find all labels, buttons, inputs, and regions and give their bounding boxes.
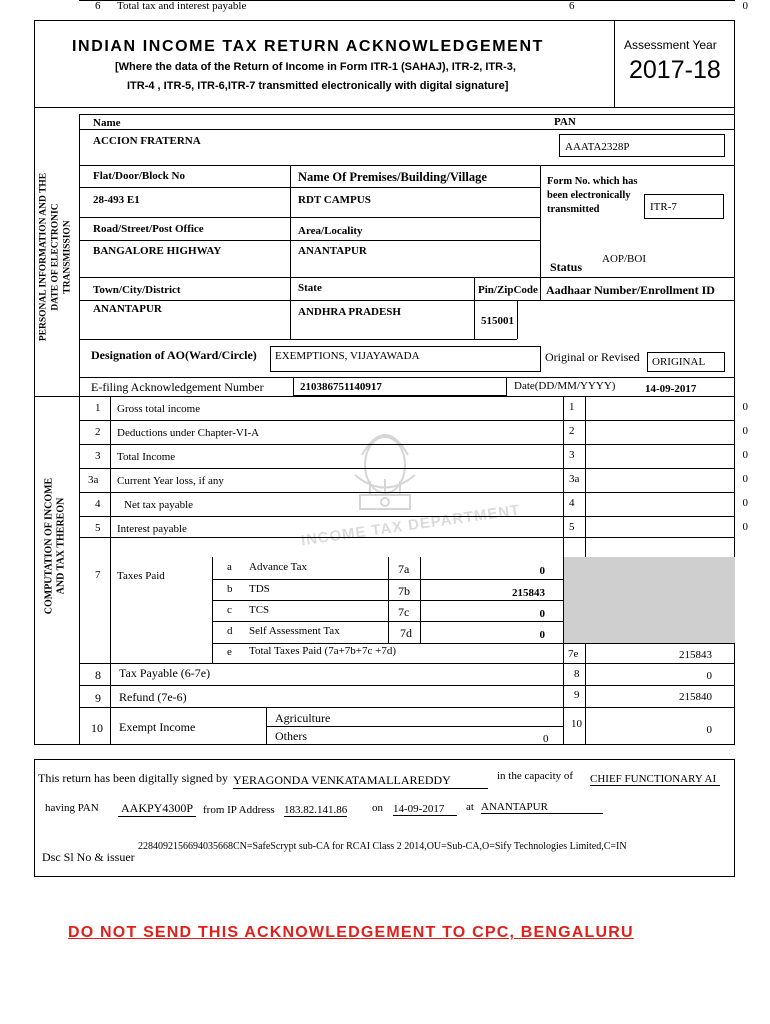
form-subtitle-line2: ITR-4 , ITR-5, ITR-6,ITR-7 transmitted electronically with digital signature]: [127, 80, 509, 92]
row-6-value: 0: [742, 0, 748, 12]
row8-ref: 8: [574, 668, 580, 680]
row7e-value: 215843: [679, 649, 712, 661]
status-value: AOP/BOI: [602, 253, 647, 265]
row7e-ref: 7e: [568, 648, 579, 660]
row-4-label: Net tax payable: [124, 499, 194, 511]
row7e-letter: e: [227, 646, 232, 658]
orig-label: Original or Revised: [545, 350, 640, 364]
row10-ref: 10: [571, 718, 582, 730]
row-5-ref: 5: [569, 521, 575, 533]
row10-inner-value: 0: [543, 733, 549, 745]
row-4-num: 4: [95, 498, 101, 510]
row7a-value: 0: [539, 565, 545, 577]
form-no-label: Form No. which has been electronically transmitted: [547, 176, 638, 215]
pan-label: PAN: [554, 116, 576, 128]
pin-label: Pin/ZipCode: [478, 284, 538, 296]
aadhaar-label: Aadhaar Number/Enrollment ID: [546, 283, 715, 297]
having-pan-label: having PAN: [45, 802, 99, 814]
at-label: at: [466, 801, 474, 813]
town-value: ANANTAPUR: [93, 303, 162, 315]
row10-label: Exempt Income: [119, 720, 196, 734]
row9-label: Refund (7e-6): [119, 690, 187, 704]
form-title: INDIAN INCOME TAX RETURN ACKNOWLEDGEMENT: [72, 38, 544, 55]
area-label: Area/Locality: [298, 225, 363, 237]
road-label: Road/Street/Post Office: [93, 223, 204, 235]
row7a-ref: 7a: [398, 562, 410, 576]
taxpayer-pan: AAATA2328P: [565, 141, 630, 153]
row-6-ref: 6: [569, 0, 575, 12]
row9-ref: 9: [574, 689, 580, 701]
state-label: State: [298, 282, 322, 294]
signer-pan: AAKPY4300P: [118, 801, 196, 817]
row-1-num: 1: [95, 402, 101, 414]
row7-num: 7: [95, 569, 101, 581]
row-2-label: Deductions under Chapter-VI-A: [117, 427, 260, 439]
row-1-value: 0: [742, 401, 748, 413]
date-value: 14-09-2017: [645, 383, 697, 395]
watermark-text: INCOME TAX DEPARTMENT: [299, 501, 522, 550]
row8-num: 8: [95, 668, 101, 682]
status-label: Status: [550, 260, 583, 274]
ao-value: EXEMPTIONS, VIJAYAWADA: [275, 350, 420, 362]
efiling-value: 210386751140917: [300, 381, 382, 393]
row-5-num: 5: [95, 522, 101, 534]
row10-value: 0: [706, 724, 712, 736]
dsc-value: 2284092156694035668CN=SafeScrypt sub-CA for RCAI Class 2 2014,OU=Sub-CA,O=Sify Technologies Limited,C=IN: [138, 841, 627, 852]
ip-label: from IP Address: [203, 804, 275, 816]
row9-num: 9: [95, 691, 101, 705]
row-4-ref: 4: [569, 497, 575, 509]
row10-agri-label: Agriculture: [275, 711, 331, 725]
row7e-label: Total Taxes Paid (7a+7b+7c +7d): [249, 645, 397, 657]
row-6-num: 6: [95, 0, 101, 12]
pin-value: 515001: [481, 315, 514, 327]
row7c-ref: 7c: [398, 605, 410, 619]
row-3-ref: 3: [569, 449, 575, 461]
row-3a-num: 3a: [88, 474, 99, 486]
town-label: Town/City/District: [93, 284, 181, 296]
road-value: BANGALORE HIGHWAY: [93, 245, 222, 257]
signer-name: YERAGONDA VENKATAMALLAREDDY: [233, 773, 488, 789]
area-value: ANANTAPUR: [298, 245, 367, 257]
orig-value: ORIGINAL: [652, 356, 706, 368]
row7a-letter: a: [227, 561, 232, 573]
row7c-value: 0: [539, 608, 545, 620]
computation-section-label: COMPUTATION OF INCOME AND TAX THEREON: [43, 477, 67, 615]
row10-num: 10: [91, 721, 103, 735]
row-2-value: 0: [742, 425, 748, 437]
row7b-ref: 7b: [398, 584, 410, 598]
assessment-year-label: Assessment Year: [624, 38, 717, 52]
row9-value: 215840: [679, 691, 712, 703]
date-label: Date(DD/MM/YYYY): [514, 380, 616, 392]
row7d-letter: d: [227, 625, 233, 637]
flat-label: Flat/Door/Block No: [93, 170, 185, 182]
row-5-value: 0: [742, 521, 748, 533]
row7c-letter: c: [227, 604, 232, 616]
row-2-ref: 2: [569, 425, 575, 437]
row7d-label: Self Assessment Tax: [249, 625, 340, 637]
row7b-letter: b: [227, 583, 233, 595]
row7-label: Taxes Paid: [117, 570, 165, 582]
row8-label: Tax Payable (6-7e): [119, 666, 211, 680]
row7d-ref: 7d: [400, 626, 412, 640]
row-4-value: 0: [742, 497, 748, 509]
row7d-value: 0: [539, 629, 545, 641]
form-subtitle-line1: [Where the data of the Return of Income in Form ITR-1 (SAHAJ), ITR-2, ITR-3,: [115, 61, 516, 73]
taxpayer-name: ACCION FRATERNA: [93, 135, 201, 147]
capacity-value: CHIEF FUNCTIONARY AI: [590, 773, 720, 786]
premises-value: RDT CAMPUS: [298, 194, 371, 206]
row-3a-value: 0: [742, 473, 748, 485]
row7a-label: Advance Tax: [249, 561, 307, 573]
row8-value: 0: [706, 670, 712, 682]
row-3-label: Total Income: [117, 451, 176, 463]
sign-date: 14-09-2017: [393, 803, 457, 816]
dsc-label: Dsc Sl No & issuer: [42, 850, 135, 864]
sign-place: ANANTAPUR: [481, 801, 603, 814]
state-value: ANDHRA PRADESH: [298, 306, 401, 318]
name-label: Name: [93, 117, 121, 129]
premises-label: Name Of Premises/Building/Village: [298, 170, 487, 184]
row-3-value: 0: [742, 449, 748, 461]
assessment-year: 2017-18: [629, 56, 721, 84]
signed-by-label: This return has been digitally signed by: [38, 771, 228, 785]
row7b-value: 215843: [512, 587, 545, 599]
row-3-num: 3: [95, 450, 101, 462]
ip-value: 183.82.141.86: [284, 804, 348, 816]
row-1-ref: 1: [569, 401, 575, 413]
on-label: on: [372, 802, 383, 814]
row-2-num: 2: [95, 426, 101, 438]
shaded-area: [564, 557, 735, 643]
row-6-label: Total tax and interest payable: [117, 0, 247, 12]
row-3a-label: Current Year loss, if any: [117, 475, 224, 487]
footer-notice: DO NOT SEND THIS ACKNOWLEDGEMENT TO CPC, BENGALURU: [68, 924, 634, 941]
form-no-value: ITR-7: [650, 201, 677, 213]
row7b-label: TDS: [249, 583, 270, 595]
efiling-label: E-filing Acknowledgement Number: [91, 380, 264, 394]
row-1-label: Gross total income: [117, 403, 201, 415]
row-3a-ref: 3a: [569, 473, 580, 485]
flat-value: 28-493 E1: [93, 194, 140, 206]
ao-label: Designation of AO(Ward/Circle): [91, 348, 257, 362]
row-5-label: Interest payable: [117, 523, 187, 535]
personal-section-label: PERSONAL INFORMATION AND THE DATE OF ELECTRONIC TRANSMISSION: [38, 172, 73, 342]
row7c-label: TCS: [249, 604, 270, 616]
row10-others-label: Others: [275, 729, 307, 743]
capacity-label: in the capacity of: [497, 770, 574, 782]
